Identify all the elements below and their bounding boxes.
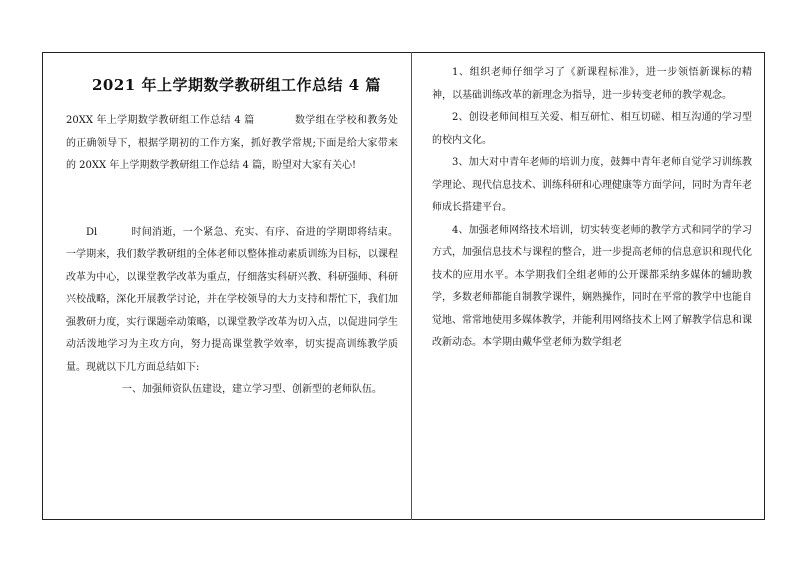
column-divider bbox=[411, 52, 412, 520]
list-item-2: 2、创设老师间相互关爱、相互研忙、相互切磋、相互沟通的学习型的校内文化。 bbox=[432, 112, 752, 146]
list-item-4: 4、加强老师网络技术培训，切实转变老师的教学方式和同学的学习方式，加强信息技术与课程的整合，进一步提高老师的信息意识和现代化技术的应用水平。本学期我们全组老师的公开课都采纳多媒体的辅助教学，多数老师都能自制教学课件，娴熟操作，同时在平常的教学中也能自觉地、常常地使用多媒体教学，并能利用网络技术上网了解教学信息和课改新动态。本学期由戴华堂老师为数学组老 bbox=[432, 224, 752, 348]
left-column bbox=[66, 110, 398, 402]
list-item-1: 1、组织老师仔细学习了《新课程标准》，进一步领悟新课标的精神，以基础训练改革的新理念为指导，进一步转变老师的教学观念。 bbox=[432, 67, 752, 101]
right-column bbox=[432, 62, 752, 355]
list-item-3: 3、加大对中青年老师的培训力度，鼓舞中青年老师自觉学习训练教学理论、现代信息技术、训练科研和心理健康等方面学问，同时为青年老师成长搭建平台。 bbox=[432, 157, 752, 213]
section-heading: 一、加强师资队伍建设，建立学习型、创新型的老师队伍。 bbox=[122, 384, 382, 395]
summary-paragraph bbox=[66, 222, 398, 380]
intro-paragraph bbox=[66, 110, 398, 178]
intro-text: 数学组在学校和教务处的正确领导下，根据学期初的工作方案，抓好教学常规;下面是给大家带来的 20XX 年上学期数学教研组工作总结 4 篇，盼望对大家有关心! bbox=[66, 115, 398, 171]
summary-text: 时间消逝，一个紧急、充实、有序、奋进的学期即将结束。一学期来，我们数学教研组的全体老师以整体推动素质训练为目标，以课程改革为中心，以课堂教学改革为重点，仔细落实科研兴教、科研强师、科研兴校战略，深化开展教学讨论，并在学校领导的大力支持和帮忙下，我们加强教研力度，实行课题牵动策略，以课堂教学改革为切入点，以促进同学生动活泼地学习为主攻方向，努力提高课堂教学效率，切实提高训练教学质量。现就以下几方面总结如下: bbox=[66, 226, 398, 373]
paragraph-label: Dl bbox=[86, 226, 98, 238]
intro-heading: 20XX 年上学期数学教研组工作总结 4 篇 bbox=[66, 115, 255, 126]
document-title: 2021 年上学期数学教研组工作总结 4 篇 bbox=[92, 76, 381, 94]
